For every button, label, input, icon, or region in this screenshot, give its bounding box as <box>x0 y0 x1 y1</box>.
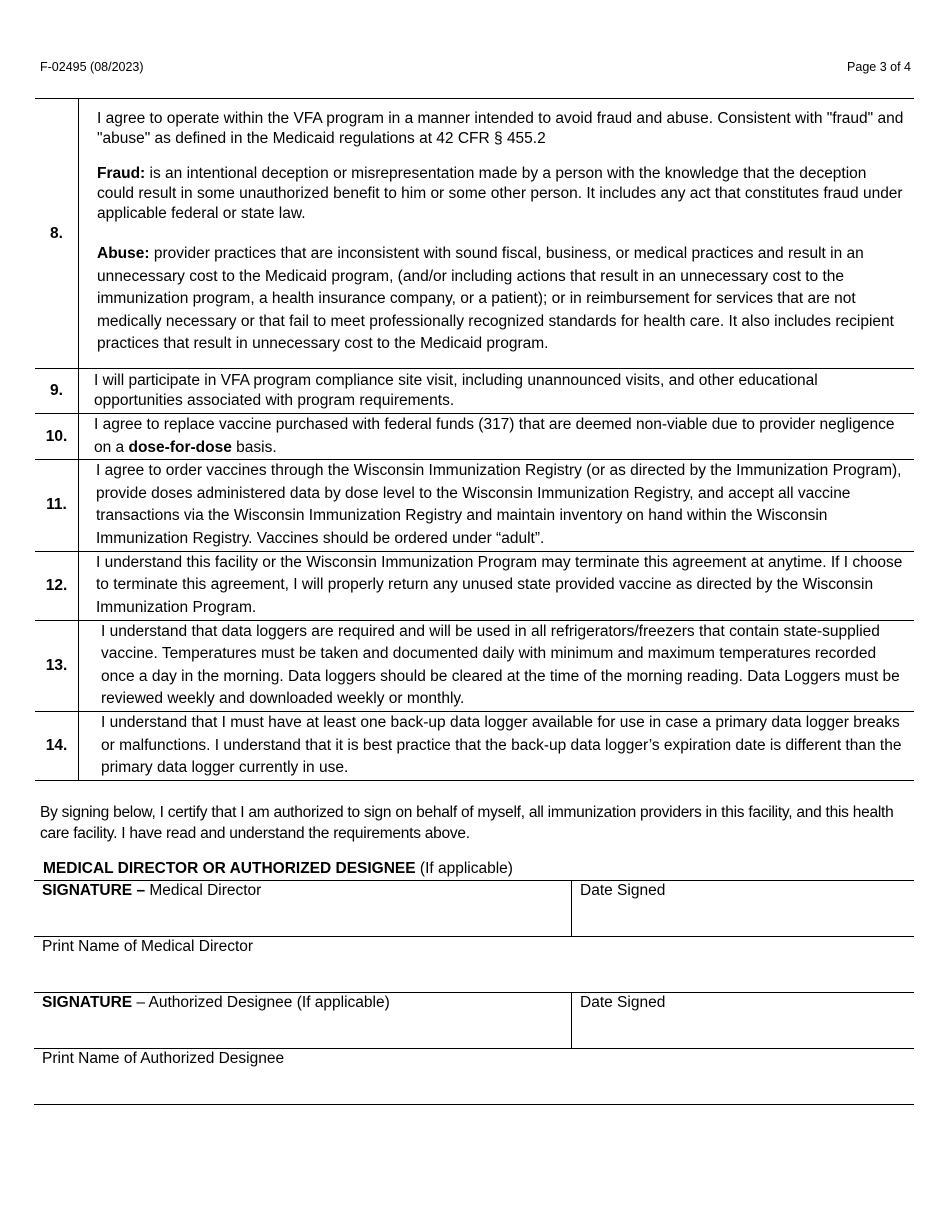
item-8-abuse: Abuse: provider practices that are inconsistent with sound fiscal, business, or medical practices and result in an unnecessary cost to the Medicaid program, (and/or including actions that result in an unnecessary cost to the immunization program, a health insurance company, or a patient); or in reimbursement for services that are not medically necessary or that fail to meet professionally recognized standards for health care. It also includes recipient practices that result in unnecessary cost to the Medicaid program. <box>97 245 894 353</box>
form-id: F-02495 (08/2023) <box>40 60 144 74</box>
requirement-row-10: 10. I agree to replace vaccine purchased with federal funds (317) that are deemed non-viable due to provider negligence on a dose-for-dose basis. <box>35 414 914 460</box>
medical-director-date-field[interactable]: Date Signed <box>580 882 666 899</box>
requirement-row-9 <box>35 369 914 414</box>
item-9-text: I will participate in VFA program compliance site visit, including unannounced visits, and other educational opportunities associated with program requirements. <box>79 369 915 414</box>
item-number: 10. <box>35 414 79 460</box>
requirement-row-14 <box>35 711 914 780</box>
designee-print-name-field[interactable]: Print Name of Authorized Designee <box>42 1050 285 1067</box>
certification-statement: By signing below, I certify that I am authorized to sign on behalf of myself, all immunization providers in this facility, and this health care facility. I have read and understand the requirements above. <box>40 804 894 842</box>
item-number: 13. <box>35 620 79 711</box>
signature-section-heading: MEDICAL DIRECTOR OR AUTHORIZED DESIGNEE (If applicable) <box>43 860 513 877</box>
item-number: 8. <box>35 99 79 369</box>
designee-signature-row <box>34 992 914 1048</box>
dose-for-dose: dose-for-dose <box>128 438 232 456</box>
signature-grid <box>34 880 914 1105</box>
item-number: 14. <box>35 711 79 780</box>
item-number: 11. <box>35 460 79 551</box>
medical-director-signature-row <box>34 880 914 936</box>
item-number: 9. <box>35 369 79 414</box>
requirement-row-11 <box>35 460 914 551</box>
item-12-text: I understand this facility or the Wisconsin Immunization Program may terminate this agreement at anytime. If I choose to terminate this agreement, I will properly return any unused state provided vaccine as directed by the Wisconsin Immunization Program. <box>79 551 915 620</box>
abuse-term: Abuse: <box>97 245 150 263</box>
requirement-row-12 <box>35 551 914 620</box>
item-number: 12. <box>35 551 79 620</box>
designee-print-row <box>34 1048 914 1105</box>
item-8-fraud: Fraud: is an intentional deception or misrepresentation made by a person with the knowledge that the deception could result in some unauthorized benefit to him or some other person. It includes any act that constitutes fraud under applicable federal or state law. <box>97 165 903 223</box>
requirement-row-8 <box>35 99 914 369</box>
medical-director-print-row <box>34 936 914 992</box>
fraud-term: Fraud: <box>97 165 146 183</box>
item-11-text: I agree to order vaccines through the Wisconsin Immunization Registry (or as directed by the Immunization Program), provide doses administered data by dose level to the Wisconsin Immunization Registry, and accept all vaccine transactions via the Wisconsin Immunization Registry and maintain inventory on hand within the Wisconsin Immunization Registry. Vaccines should be ordered under “adult”. <box>79 460 915 551</box>
medical-director-signature-field[interactable]: SIGNATURE – Medical Director <box>34 881 572 936</box>
medical-director-print-name-field[interactable]: Print Name of Medical Director <box>42 938 254 955</box>
designee-signature-field[interactable]: SIGNATURE – Authorized Designee (If applicable) <box>34 993 572 1048</box>
item-13-text: I understand that data loggers are required and will be used in all refrigerators/freezers that contain state-supplied vaccine. Temperatures must be taken and documented daily with minimum and maximum temperatures recorded once a day in the morning. Data loggers should be cleared at the time of the morning reading. Data Loggers must be reviewed weekly and downloaded weekly or monthly. <box>79 620 915 711</box>
requirements-table <box>35 98 914 781</box>
designee-date-field[interactable]: Date Signed <box>580 994 666 1011</box>
requirement-row-13 <box>35 620 914 711</box>
item-8-intro: I agree to operate within the VFA program in a manner intended to avoid fraud and abuse. Consistent with "fraud" and "abuse" as defined in the Medicaid regulations at 42 CFR § 455.2 <box>97 110 904 148</box>
item-14-text: I understand that I must have at least one back-up data logger available for use in case a primary data logger breaks or malfunctions. I understand that it is best practice that the back-up data logger’s expiration date is different than the primary data logger currently in use. <box>79 711 915 780</box>
page-number: Page 3 of 4 <box>847 60 911 74</box>
